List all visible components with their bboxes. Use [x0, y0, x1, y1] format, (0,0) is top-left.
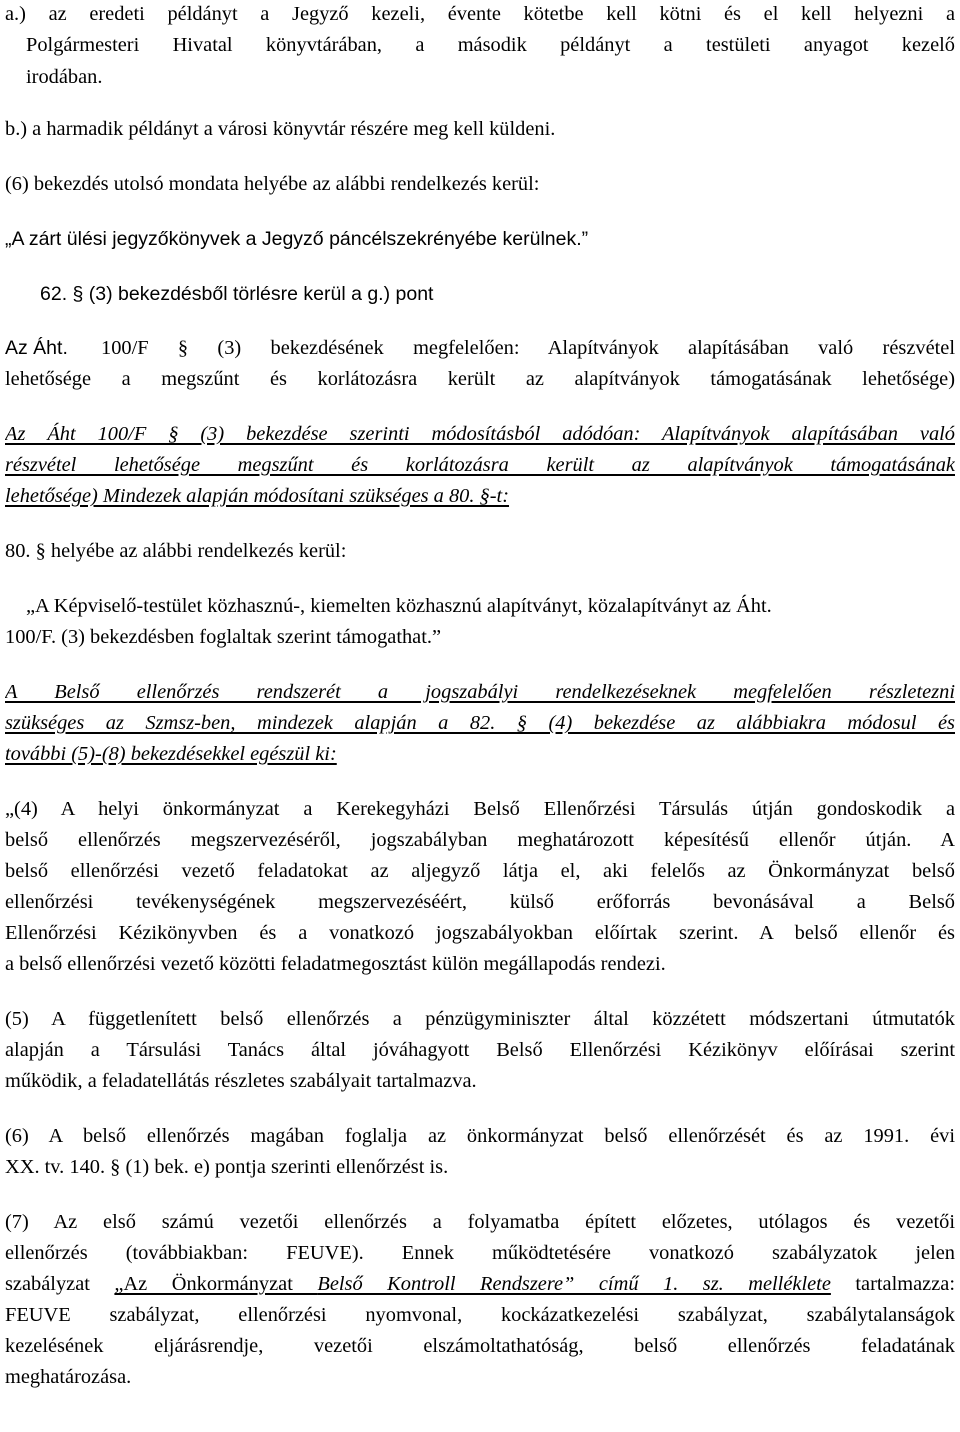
text-line: ellenőrzés (továbbiakban: FEUVE). Ennek működtetésére vonatkozó szabályzatok jelen: [5, 1242, 955, 1264]
text-line: XX. tv. 140. § (1) bek. e) pontja szerinti ellenőrzést is.: [5, 1156, 449, 1178]
text-line: irodában.: [26, 66, 103, 88]
text-line: alapján a Társulási Tanács által jóváhagyott Belső Ellenőrzési Kézikönyv előírásai szerint: [5, 1039, 955, 1061]
text-line: 80. § helyébe az alábbi rendelkezés kerül:: [5, 540, 347, 562]
italic-underlined-text: további (5)-(8) bekezdésekkel egészül ki:: [5, 743, 337, 765]
text-segment: szabályzat: [5, 1273, 115, 1295]
text-line: b.) a harmadik példányt a városi könyvtár részére meg kell küldeni.: [5, 118, 556, 140]
quoted-text: „A Képviselő-testület közhasznú-, kiemelten közhasznú alapítványt, közalapítványt az Áht.: [26, 595, 772, 617]
text-line: belső ellenőrzési vezető feladatokat az aljegyző látja el, aki felelős az Önkormányzat belső: [5, 860, 955, 882]
text-line-with-reference: [5, 1270, 955, 1298]
text-line: belső ellenőrzés megszervezéséről, jogszabályban meghatározott képesítésű ellenőr útján. A: [5, 829, 955, 851]
text-segment: tartalmazza:: [830, 1273, 955, 1295]
text-line: a belső ellenőrzési vezető közötti feladatmegosztást külön megállapodás rendezi.: [5, 953, 666, 975]
italic-underlined-line: szükséges az Szmsz-ben, mindezek alapján a 82. § (4) bekezdése az alábbiakra módosul és: [5, 712, 955, 734]
text-line: Polgármesteri Hivatal könyvtárában, a második példányt a testületi anyagot kezelő: [26, 34, 955, 56]
italic-underlined-line: A Belső ellenőrzés rendszerét a jogszabályi rendelkezéseknek megfelelően részletezni: [5, 681, 955, 703]
italic-underlined-line: Az Áht 100/F § (3) bekezdése szerinti módosításból adódóan: Alapítványok alapításában való: [5, 423, 955, 445]
italic-underlined-line: részvétel lehetősége megszűnt és korlátozásra került az alapítványok támogatásának: [5, 454, 955, 476]
text-line: (7) Az első számú vezetői ellenőrzés a folyamatba épített előzetes, utólagos és vezetői: [5, 1211, 955, 1233]
text-line: 62. § (3) bekezdésből törlésre kerül a g.) pont: [40, 283, 434, 305]
text-line: kezelésének eljárásrendje, vezetői elszámoltathatóság, belső ellenőrzés feladatának: [5, 1335, 955, 1357]
text-line: működik, a feladatellátás részletes szabályait tartalmazva.: [5, 1070, 477, 1092]
text-line: 100/F § (3) bekezdésének megfelelően: Alapítványok alapításában való részvétel: [101, 337, 955, 359]
text-line: meghatározása.: [5, 1366, 132, 1388]
text-line: FEUVE szabályzat, ellenőrzési nyomvonal, kockázatkezelési szabályzat, szabálytalanságok: [5, 1304, 955, 1326]
text-line: (6) bekezdés utolsó mondata helyébe az alábbi rendelkezés kerül:: [5, 173, 540, 195]
quoted-text: „A zárt ülési jegyzőkönyvek a Jegyző páncélszekrényébe kerülnek.”: [5, 228, 589, 250]
text-line: ellenőrzési tevékenységének megszervezéséért, külső erőforrás bevonásával a Belső: [5, 891, 955, 913]
italic-underlined-line: [5, 740, 955, 768]
text-line: a.) az eredeti példányt a Jegyző kezeli, évente kötetbe kell kötni és el kell helyezni a: [5, 3, 955, 25]
text-line: 100/F. (3) bekezdésben foglaltak szerint támogathat.”: [5, 626, 442, 648]
text-line-start: Az Áht.: [5, 337, 68, 359]
text-line: Ellenőrzési Kézikönyvben és a vonatkozó jogszabályokban előírtak szerint. A belső ellenőr és: [5, 922, 955, 944]
text-line: „(4) A helyi önkormányzat a Kerekegyházi Belső Ellenőrzési Társulás útján gondoskodik a: [5, 798, 955, 820]
text-line: lehetősége a megszűnt és korlátozásra került az alapítványok támogatásának lehetősége): [5, 368, 955, 390]
reference-title: „Az Önkormányzat: [114, 1273, 318, 1295]
italic-underlined-line: [5, 482, 955, 510]
text-line: (5) A függetlenített belső ellenőrzés a pénzügyminiszter által közzétett módszertani útmutatók: [5, 1008, 955, 1030]
text-line: (6) A belső ellenőrzés magában foglalja az önkormányzat belső ellenőrzését és az 1991. évi: [5, 1125, 955, 1147]
reference-title-italic: Belső Kontroll Rendszere” című 1. sz. melléklete: [317, 1273, 831, 1295]
italic-underlined-text: lehetősége) Mindezek alapján módosítani szükséges a 80. §-t:: [5, 485, 510, 507]
